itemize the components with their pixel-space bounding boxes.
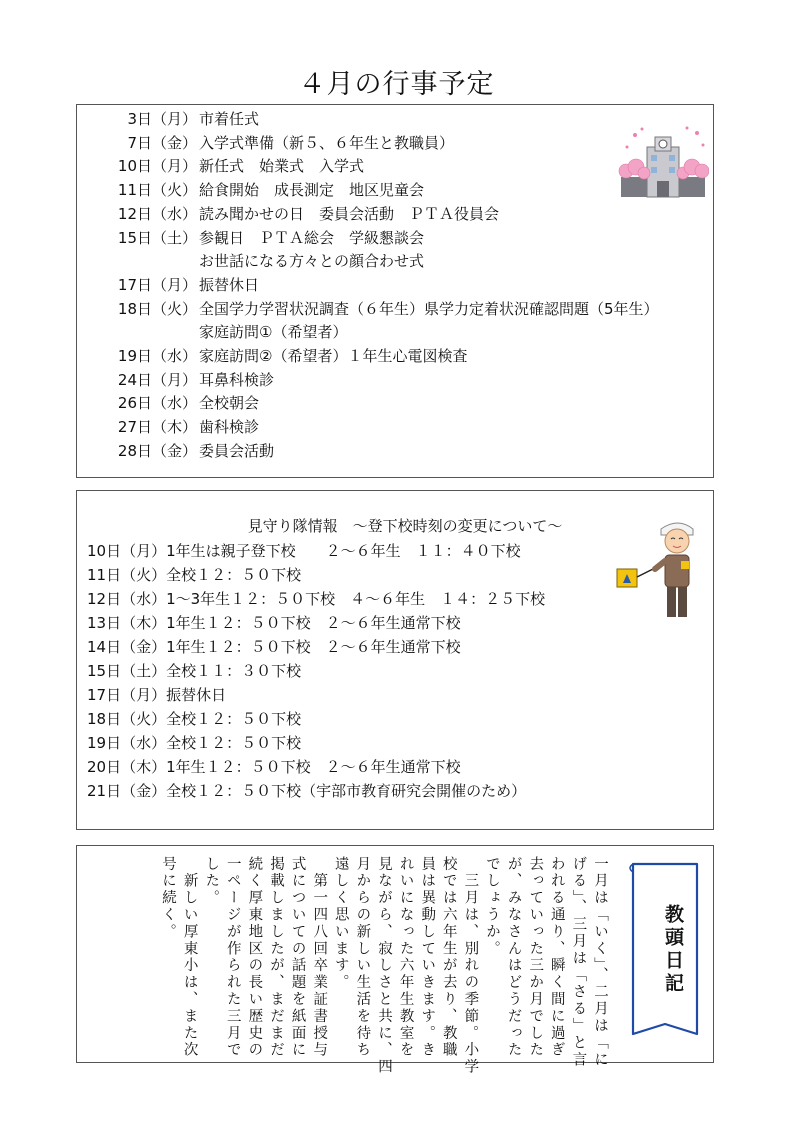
dismissal-line: 15日（土）全校１１：３０下校 bbox=[87, 662, 302, 680]
dismissal-line: 14日（金）1年生１２：５０下校 ２～６年生通常下校 bbox=[87, 638, 461, 656]
event-text: 歯科検診 bbox=[199, 418, 260, 437]
event-text: 振替休日 bbox=[199, 275, 260, 294]
diary-column: 見ながら、寂しさと共に、四 bbox=[376, 856, 392, 1076]
diary-column: げる」、三月は「さる」と言 bbox=[570, 856, 587, 1069]
event-text: 耳鼻科検診 bbox=[199, 370, 275, 389]
event-date: 26日（水） bbox=[117, 394, 197, 413]
dismissal-line: 21日（金）全校１２：５０下校（宇部市教育研究会開催のため） bbox=[87, 782, 527, 800]
diary-column: 式についての話題を紙面に bbox=[289, 856, 306, 1059]
event-text: お世話になる方々との顔合わせ式 bbox=[199, 252, 425, 271]
event-date: 19日（水） bbox=[117, 347, 197, 365]
event-date: 3日（月） bbox=[127, 110, 197, 128]
diary-column: 一月は「いく」、二月は「に bbox=[592, 856, 608, 1069]
event-date: 18日（火） bbox=[117, 299, 197, 318]
event-text: 家庭訪問①（希望者） bbox=[199, 323, 348, 342]
event-text: 家庭訪問②（希望者）１年生心電図検査 bbox=[199, 347, 468, 365]
diary-column: 三月は、別れの季節。小学 bbox=[462, 856, 479, 1076]
dismissal-line: 12日（水）1～3年生１２：５０下校 ４～６年生 １４：２５下校 bbox=[87, 590, 546, 608]
diary-column: した。 bbox=[203, 856, 220, 907]
event-date: 17日（月） bbox=[117, 275, 197, 294]
event-text: 委員会活動 bbox=[199, 441, 275, 460]
diary-column: 去っていった三か月でした bbox=[527, 856, 544, 1059]
event-text: 給食開始 成長測定 地区児童会 bbox=[199, 181, 425, 200]
diary-column: れいになった六年生教室を bbox=[397, 856, 414, 1059]
event-text: 参観日 ＰＴＡ総会 学級懇談会 bbox=[199, 228, 425, 247]
event-text: 入学式準備（新５、６年生と教職員） bbox=[199, 133, 455, 152]
diary-column: でしょうか。 bbox=[484, 856, 500, 958]
crossing-guard-icon bbox=[615, 515, 705, 623]
dismissal-line: 19日（水）全校１２：５０下校 bbox=[87, 734, 302, 752]
diary-column: 遠しく思います。 bbox=[332, 856, 349, 992]
diary-column: われる通り、瞬く間に過ぎ bbox=[548, 856, 565, 1059]
diary-column: 員は異動していきます。き bbox=[419, 856, 436, 1059]
event-date: 10日（月） bbox=[117, 157, 197, 176]
diary-column: が、みなさんはどうだった bbox=[505, 856, 522, 1059]
diary-column: 掲載しましたが、まだまだ bbox=[268, 856, 284, 1059]
dismissal-line: 10日（月）1年生は親子登下校 ２～６年生 １１：４０下校 bbox=[87, 542, 521, 560]
dismissal-line: 20日（木）1年生１２：５０下校 ２～６年生通常下校 bbox=[87, 758, 461, 776]
mimamori-title: 見守り隊情報 ～登下校時刻の変更について～ bbox=[247, 517, 563, 535]
event-date: 11日（火） bbox=[117, 181, 197, 200]
diary-column: 続く厚東地区の長い歴史の bbox=[246, 856, 263, 1059]
diary-column: 一ページが作られた三月で bbox=[224, 856, 241, 1059]
diary-column: 号に続く。 bbox=[160, 856, 176, 941]
dismissal-line: 17日（月）振替休日 bbox=[87, 686, 227, 704]
dismissal-line: 13日（木）1年生１２：５０下校 ２～６年生通常下校 bbox=[87, 614, 461, 632]
mimamori-box bbox=[76, 490, 714, 830]
event-date: 15日（土） bbox=[117, 228, 197, 247]
event-date: 12日（水） bbox=[117, 204, 197, 223]
event-schedule-box bbox=[76, 104, 714, 478]
event-text: 読み聞かせの日 委員会活動 ＰＴＡ役員会 bbox=[199, 204, 500, 223]
dismissal-line: 11日（火）全校１２：５０下校 bbox=[87, 566, 302, 584]
event-date: 24日（月） bbox=[117, 370, 197, 389]
kyoto-diary-box bbox=[76, 845, 714, 1076]
page-title: ４月の行事予定 bbox=[298, 69, 495, 100]
diary-column: 第一四八回卒業証書授与 bbox=[311, 856, 328, 1059]
event-date: 27日（木） bbox=[117, 418, 197, 437]
dismissal-line: 18日（火）全校１２：５０下校 bbox=[87, 710, 302, 728]
diary-label: 教頭日記 bbox=[662, 904, 684, 996]
school-building-icon bbox=[617, 125, 709, 203]
event-text: 新任式 始業式 入学式 bbox=[199, 157, 365, 176]
diary-column: 月からの新しい生活を待ち bbox=[354, 856, 371, 1059]
diary-column: 新しい厚東小は、また次 bbox=[181, 856, 198, 1059]
event-text: 市着任式 bbox=[199, 110, 260, 128]
event-date: 7日（金） bbox=[127, 133, 197, 152]
event-text: 全校朝会 bbox=[199, 394, 260, 413]
event-date: 28日（金） bbox=[117, 441, 197, 460]
diary-column: 校では六年生が去り、教職 bbox=[440, 856, 457, 1059]
event-text: 全国学力学習状況調査（６年生）県学力定着状況確認問題（5年生） bbox=[199, 299, 659, 318]
